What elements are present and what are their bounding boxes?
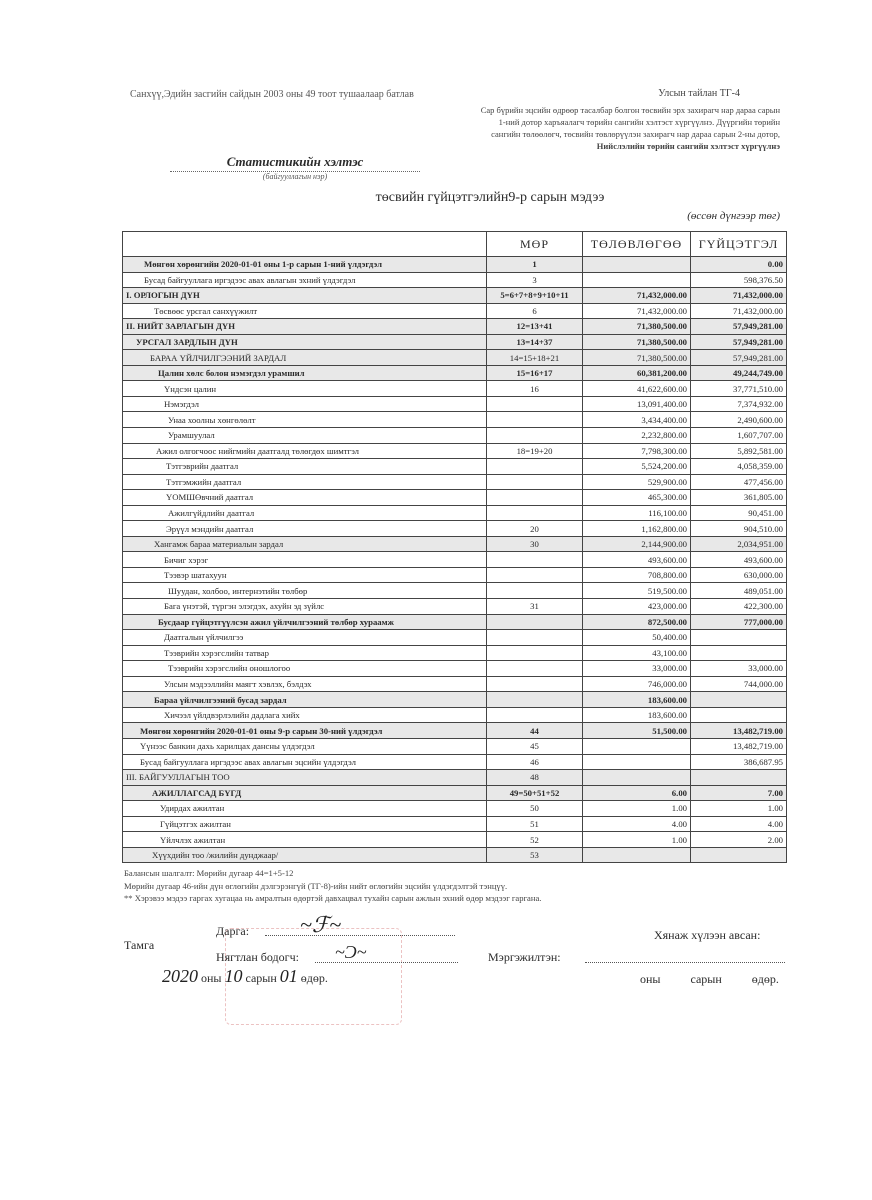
row-actual-cell xyxy=(691,847,787,863)
row-plan-cell: 183,600.00 xyxy=(583,692,691,708)
row-actual-cell: 5,892,581.00 xyxy=(691,443,787,459)
table-row xyxy=(123,303,787,319)
row-plan-cell: 2,144,900.00 xyxy=(583,536,691,552)
budget-table xyxy=(122,231,787,863)
row-plan-cell: 6.00 xyxy=(583,785,691,801)
row-actual-cell: 71,432,000.00 xyxy=(691,288,787,304)
table-header-row xyxy=(123,232,787,257)
table-row xyxy=(123,428,787,444)
row-actual-cell: 361,805.00 xyxy=(691,490,787,506)
row-name-cell: Бага үнэтэй, түргэн элэгдэх, ахуйн эд зүйлс xyxy=(123,599,487,615)
table-row xyxy=(123,707,787,723)
row-code-cell: 20 xyxy=(487,521,583,537)
table-row xyxy=(123,816,787,832)
row-actual-cell: 49,244,749.00 xyxy=(691,365,787,381)
date-day: 01 xyxy=(279,966,298,986)
row-actual-cell: 37,771,510.00 xyxy=(691,381,787,397)
row-plan-cell: 116,100.00 xyxy=(583,505,691,521)
row-actual-cell: 744,000.00 xyxy=(691,676,787,692)
row-code-cell: 13=14+37 xyxy=(487,334,583,350)
row-name-cell: Бичиг хэрэг xyxy=(123,552,487,568)
table-row xyxy=(123,381,787,397)
row-code-cell: 49=50+51+52 xyxy=(487,785,583,801)
table-row xyxy=(123,614,787,630)
row-code-cell: 53 xyxy=(487,847,583,863)
accountant-signature: ~Ͻ~ xyxy=(335,942,367,962)
row-code-cell: 44 xyxy=(487,723,583,739)
row-code-cell xyxy=(487,692,583,708)
row-actual-cell: 2,490,600.00 xyxy=(691,412,787,428)
table-row xyxy=(123,319,787,335)
row-actual-cell: 777,000.00 xyxy=(691,614,787,630)
table-row xyxy=(123,396,787,412)
row-actual-cell xyxy=(691,770,787,786)
header-plan: ТӨЛӨВЛӨГӨӨ xyxy=(583,232,691,257)
row-name-cell: Хангамж бараа материалын зардал xyxy=(123,536,487,552)
row-plan-cell xyxy=(583,847,691,863)
row-plan-cell xyxy=(583,770,691,786)
table-row xyxy=(123,770,787,786)
table-row xyxy=(123,365,787,381)
row-name-cell: Гүйцэтгэх ажилтан xyxy=(123,816,487,832)
table-row xyxy=(123,801,787,817)
date-right-sariin: сарын xyxy=(690,972,722,986)
row-actual-cell: 493,600.00 xyxy=(691,552,787,568)
table-body xyxy=(123,257,787,863)
row-name-cell: Тээвэр шатахуун xyxy=(123,567,487,583)
row-plan-cell: 71,380,500.00 xyxy=(583,319,691,335)
row-actual-cell: 4,058,359.00 xyxy=(691,459,787,475)
row-code-cell: 3 xyxy=(487,272,583,288)
row-actual-cell: 0.00 xyxy=(691,257,787,273)
row-actual-cell: 1,607,707.00 xyxy=(691,428,787,444)
row-code-cell: 50 xyxy=(487,801,583,817)
table-row xyxy=(123,661,787,677)
row-name-cell: БАРАА ҮЙЛЧИЛГЭЭНИЙ ЗАРДАЛ xyxy=(123,350,487,366)
row-name-cell: Бусад байгууллага иргэдээс авах авлагын эцсийн үлдэгдэл xyxy=(123,754,487,770)
row-actual-cell xyxy=(691,645,787,661)
row-name-cell: Тэтгэмжийн даатгал xyxy=(123,474,487,490)
organization-caption: (байгууллагын нэр) xyxy=(262,172,328,181)
row-code-cell: 15=16+17 xyxy=(487,365,583,381)
row-name-cell: Ажилгүйдлийн даатгал xyxy=(123,505,487,521)
row-actual-cell: 57,949,281.00 xyxy=(691,350,787,366)
date-left xyxy=(162,966,328,987)
footnote-holiday: ** Хэрэвээ мэдээ гаргах хугацаа нь амралтын өдөртэй давхацвал тухайн сарын ажлын эхний өдөр мэдээг гаргана. xyxy=(124,893,542,903)
row-actual-cell: 2.00 xyxy=(691,832,787,848)
table-row xyxy=(123,738,787,754)
row-code-cell: 51 xyxy=(487,816,583,832)
instruction-line: сангийн төлөөлөгч, төсвийн төвлөрүүлэн захирагч нар дараа сарын 2-ны дотор, xyxy=(491,129,780,139)
row-actual-cell: 2,034,951.00 xyxy=(691,536,787,552)
row-code-cell xyxy=(487,396,583,412)
row-code-cell: 48 xyxy=(487,770,583,786)
row-code-cell: 14=15+18+21 xyxy=(487,350,583,366)
row-name-cell: Мөнгөн хөрөнгийн 2020-01-01 оны 9-р сарын 30-ний үлдэгдэл xyxy=(123,723,487,739)
date-oni: оны xyxy=(201,971,222,985)
row-plan-cell: 183,600.00 xyxy=(583,707,691,723)
director-label: Дарга: xyxy=(216,924,250,938)
row-name-cell: Удирдах ажилтан xyxy=(123,801,487,817)
accountant-label: Нягтлан бодогч: xyxy=(216,950,299,964)
row-name-cell: Бараа үйлчилгээний бусад зардал xyxy=(123,692,487,708)
row-name-cell: Тээврийн хэрэгслийн оношлогоо xyxy=(123,661,487,677)
report-code: Улсын тайлан ТГ-4 xyxy=(658,88,740,99)
row-name-cell: Урамшуулал xyxy=(123,428,487,444)
row-name-cell: Цалин хөлс болон нэмэгдэл урамшил xyxy=(123,365,487,381)
row-name-cell: I. ОРЛОГЫН ДҮН xyxy=(123,288,487,304)
table-row xyxy=(123,257,787,273)
row-code-cell: 16 xyxy=(487,381,583,397)
row-code-cell: 45 xyxy=(487,738,583,754)
header-name xyxy=(123,232,487,257)
row-plan-cell xyxy=(583,257,691,273)
date-right-odor: өдөр. xyxy=(751,972,779,986)
row-plan-cell: 71,380,500.00 xyxy=(583,350,691,366)
reviewed-label: Хянаж хүлээн авсан: xyxy=(654,928,761,942)
instruction-line: 1-ний дотор харъяалагч төрийн сангийн хэлтэст хүргүүлнэ. Дүүргийн төрийн xyxy=(498,117,780,127)
row-name-cell: Эрүүл мэндийн даатгал xyxy=(123,521,487,537)
footnote-balance: Балансын шалгалт: Мөрийн дугаар 44=1+5-12 xyxy=(124,868,294,878)
row-plan-cell: 43,100.00 xyxy=(583,645,691,661)
footnote-row46: Мөрийн дугаар 46-ийн дүн өглөгийн дэлгэрэнгүй (ТГ-8)-ийн нийт өглөгийн эцсийн үлдэгдэлтэй тэнцүү. xyxy=(124,881,508,891)
row-actual-cell: 904,510.00 xyxy=(691,521,787,537)
row-name-cell: Нэмэгдэл xyxy=(123,396,487,412)
table-row xyxy=(123,567,787,583)
row-plan-cell: 41,622,600.00 xyxy=(583,381,691,397)
table-row xyxy=(123,630,787,646)
row-plan-cell: 529,900.00 xyxy=(583,474,691,490)
row-code-cell: 31 xyxy=(487,599,583,615)
row-actual-cell: 13,482,719.00 xyxy=(691,723,787,739)
instruction-line: Сар бүрийн эцсийн өдрөөр тасалбар болгон төсвийн эрх захирагч нар дараа сарын xyxy=(480,105,780,115)
row-plan-cell: 746,000.00 xyxy=(583,676,691,692)
row-plan-cell: 5,524,200.00 xyxy=(583,459,691,475)
row-actual-cell: 598,376.50 xyxy=(691,272,787,288)
row-actual-cell: 630,000.00 xyxy=(691,567,787,583)
row-actual-cell: 477,456.00 xyxy=(691,474,787,490)
row-plan-cell: 7,798,300.00 xyxy=(583,443,691,459)
table-row xyxy=(123,536,787,552)
table-row xyxy=(123,847,787,863)
director-signature: ~ℱ~ xyxy=(300,912,342,937)
row-name-cell: Бусад байгууллага иргэдээс авах авлагын эхний үлдэгдэл xyxy=(123,272,487,288)
table-row xyxy=(123,272,787,288)
row-name-cell: Үндсэн цалин xyxy=(123,381,487,397)
date-right xyxy=(640,972,779,987)
stamp-label: Тамга xyxy=(124,938,155,952)
row-name-cell: Тээврийн хэрэгслийн татвар xyxy=(123,645,487,661)
row-name-cell: II. НИЙТ ЗАРЛАГЫН ДҮН xyxy=(123,319,487,335)
row-actual-cell: 33,000.00 xyxy=(691,661,787,677)
table-row xyxy=(123,785,787,801)
row-plan-cell: 33,000.00 xyxy=(583,661,691,677)
row-name-cell: Бусдаар гүйцэтгүүлсэн ажил үйлчилгээний төлбөр хураамж xyxy=(123,614,487,630)
date-odor: өдөр. xyxy=(300,971,328,985)
row-code-cell xyxy=(487,645,583,661)
row-name-cell: Хичээл үйлдвэрлэлийн дадлага хийх xyxy=(123,707,487,723)
row-code-cell: 1 xyxy=(487,257,583,273)
row-actual-cell: 57,949,281.00 xyxy=(691,334,787,350)
row-code-cell xyxy=(487,707,583,723)
row-plan-cell: 50,400.00 xyxy=(583,630,691,646)
approval-note: Санхүү,Эдийн засгийн сайдын 2003 оны 49 тоот тушаалаар батлав xyxy=(130,89,414,100)
row-plan-cell: 708,800.00 xyxy=(583,567,691,583)
director-signature-line xyxy=(265,935,455,936)
table-row xyxy=(123,350,787,366)
row-plan-cell: 1.00 xyxy=(583,801,691,817)
organization-name: Статистикийн хэлтэс xyxy=(226,154,364,169)
table-row xyxy=(123,459,787,475)
row-name-cell: АЖИЛЛАГСАД БҮГД xyxy=(123,785,487,801)
row-plan-cell: 2,232,800.00 xyxy=(583,428,691,444)
instruction-line: Нийслэлийн төрийн сангийн хэлтэст хүргүүлнэ xyxy=(596,141,780,151)
row-plan-cell: 13,091,400.00 xyxy=(583,396,691,412)
row-code-cell xyxy=(487,614,583,630)
table-row xyxy=(123,754,787,770)
row-plan-cell: 60,381,200.00 xyxy=(583,365,691,381)
header-row-code: МӨР xyxy=(487,232,583,257)
table-row xyxy=(123,692,787,708)
header-actual: ГҮЙЦЭТГЭЛ xyxy=(691,232,787,257)
table-row xyxy=(123,288,787,304)
row-actual-cell xyxy=(691,707,787,723)
row-name-cell: УРСГАЛ ЗАРДЛЫН ДҮН xyxy=(123,334,487,350)
row-code-cell xyxy=(487,676,583,692)
row-plan-cell: 71,432,000.00 xyxy=(583,303,691,319)
date-sariin: сарын xyxy=(245,971,277,985)
table-row xyxy=(123,474,787,490)
table-row xyxy=(123,583,787,599)
row-actual-cell: 7,374,932.00 xyxy=(691,396,787,412)
row-actual-cell: 4.00 xyxy=(691,816,787,832)
row-plan-cell: 4.00 xyxy=(583,816,691,832)
row-code-cell: 6 xyxy=(487,303,583,319)
row-actual-cell: 57,949,281.00 xyxy=(691,319,787,335)
row-plan-cell: 1.00 xyxy=(583,832,691,848)
table-row xyxy=(123,645,787,661)
row-actual-cell: 7.00 xyxy=(691,785,787,801)
row-name-cell: ҮОМШӨвчний даатгал xyxy=(123,490,487,506)
row-plan-cell: 423,000.00 xyxy=(583,599,691,615)
table-row xyxy=(123,443,787,459)
row-code-cell xyxy=(487,474,583,490)
table-row xyxy=(123,832,787,848)
row-code-cell: 5=6+7+8+9+10+11 xyxy=(487,288,583,304)
row-code-cell xyxy=(487,552,583,568)
row-code-cell: 52 xyxy=(487,832,583,848)
row-actual-cell xyxy=(691,692,787,708)
row-name-cell: Улсын мэдээллийн маягт хэвлэх, бэлдэх xyxy=(123,676,487,692)
table-row xyxy=(123,334,787,350)
unit-note: (өссөн дүнгээр төг) xyxy=(687,210,780,222)
row-plan-cell: 465,300.00 xyxy=(583,490,691,506)
row-code-cell xyxy=(487,661,583,677)
row-name-cell: III. БАЙГУУЛЛАГЫН ТОО xyxy=(123,770,487,786)
row-name-cell: Үүнээс банкин дахь харилцах дансны үлдэгдэл xyxy=(123,738,487,754)
table-row xyxy=(123,412,787,428)
row-actual-cell: 422,300.00 xyxy=(691,599,787,615)
row-actual-cell: 1.00 xyxy=(691,801,787,817)
row-name-cell: Даатгалын үйлчилгээ xyxy=(123,630,487,646)
date-year: 2020 xyxy=(162,966,198,986)
row-actual-cell: 489,051.00 xyxy=(691,583,787,599)
row-code-cell: 30 xyxy=(487,536,583,552)
row-plan-cell: 872,500.00 xyxy=(583,614,691,630)
row-name-cell: Ажил олгогчоос нийгмийн даатгалд төлөгдөх шимтгэл xyxy=(123,443,487,459)
date-month: 10 xyxy=(224,966,243,986)
row-actual-cell xyxy=(691,630,787,646)
row-code-cell xyxy=(487,428,583,444)
report-instructions xyxy=(440,88,780,152)
row-plan-cell xyxy=(583,272,691,288)
row-code-cell xyxy=(487,505,583,521)
row-code-cell xyxy=(487,630,583,646)
table-row xyxy=(123,676,787,692)
row-code-cell xyxy=(487,490,583,506)
row-name-cell: Мөнгөн хөрөнгийн 2020-01-01 оны 1-р сарын 1-ний үлдэгдэл xyxy=(123,257,487,273)
row-actual-cell: 90,451.00 xyxy=(691,505,787,521)
row-actual-cell: 386,687.95 xyxy=(691,754,787,770)
row-plan-cell: 71,432,000.00 xyxy=(583,288,691,304)
row-plan-cell: 71,380,500.00 xyxy=(583,334,691,350)
report-title: төсвийн гүйцэтгэлийн9-р сарын мэдээ xyxy=(375,190,605,205)
row-name-cell: Үйлчлэх ажилтан xyxy=(123,832,487,848)
table-row xyxy=(123,490,787,506)
table-row xyxy=(123,723,787,739)
row-code-cell: 18=19+20 xyxy=(487,443,583,459)
row-code-cell xyxy=(487,412,583,428)
table-row xyxy=(123,552,787,568)
row-code-cell xyxy=(487,567,583,583)
row-code-cell xyxy=(487,583,583,599)
table-row xyxy=(123,599,787,615)
row-plan-cell: 1,162,800.00 xyxy=(583,521,691,537)
row-name-cell: Унаа хоолны хөнгөлөлт xyxy=(123,412,487,428)
row-name-cell: Тэтгэврийн даатгал xyxy=(123,459,487,475)
row-code-cell xyxy=(487,459,583,475)
table-row xyxy=(123,505,787,521)
row-plan-cell: 3,434,400.00 xyxy=(583,412,691,428)
row-name-cell: Хүүхдийн тоо /жилийн дунджаар/ xyxy=(123,847,487,863)
row-code-cell: 12=13+41 xyxy=(487,319,583,335)
row-name-cell: Шуудан, холбоо, интернэтийн төлбөр xyxy=(123,583,487,599)
row-plan-cell xyxy=(583,738,691,754)
date-right-oni: оны xyxy=(640,972,661,986)
specialist-label: Мэргэжилтэн: xyxy=(488,950,561,964)
row-plan-cell: 493,600.00 xyxy=(583,552,691,568)
row-plan-cell xyxy=(583,754,691,770)
row-code-cell: 46 xyxy=(487,754,583,770)
row-name-cell: Төсвөөс урсгал санхүүжилт xyxy=(123,303,487,319)
specialist-signature-line xyxy=(585,962,785,963)
row-plan-cell: 519,500.00 xyxy=(583,583,691,599)
table-row xyxy=(123,521,787,537)
row-plan-cell: 51,500.00 xyxy=(583,723,691,739)
row-actual-cell: 13,482,719.00 xyxy=(691,738,787,754)
row-actual-cell: 71,432,000.00 xyxy=(691,303,787,319)
